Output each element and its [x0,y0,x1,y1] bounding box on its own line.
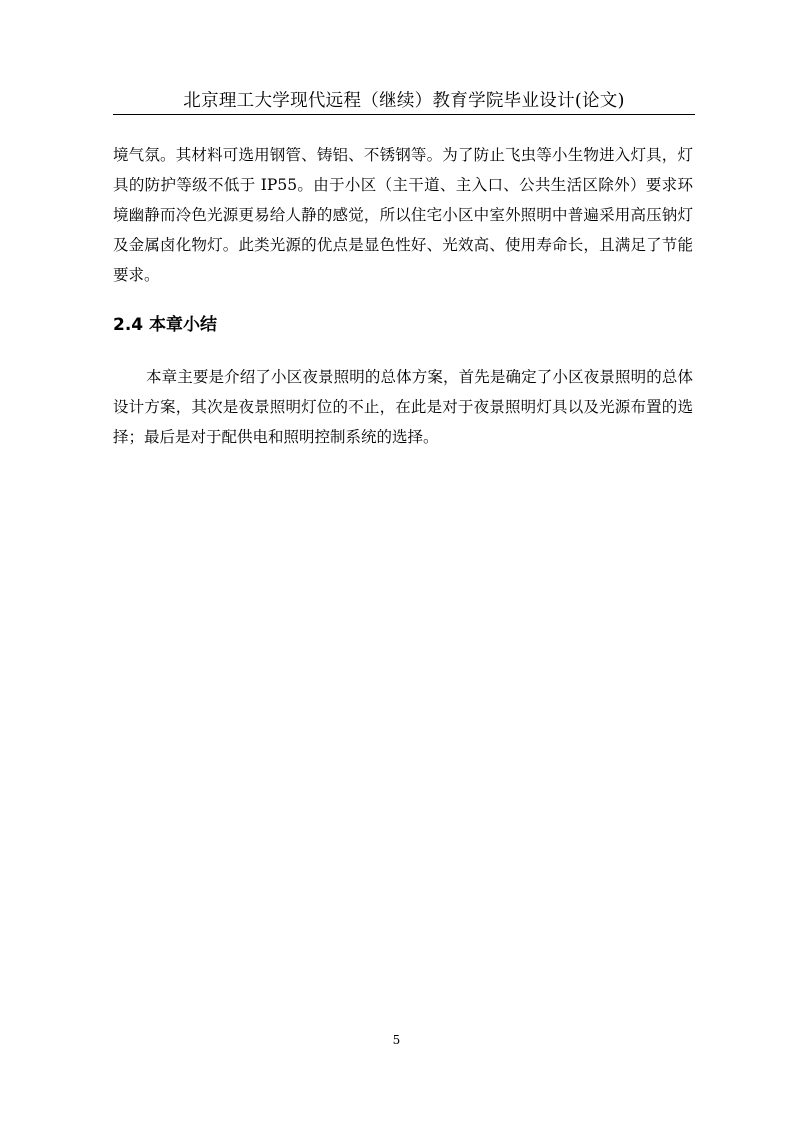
header-title: 北京理工大学现代远程（继续）教育学院毕业设计(论文) [183,91,625,111]
page-number: 5 [392,1033,401,1047]
section-heading: 2.4 本章小结 [113,315,218,335]
page-header [113,88,695,115]
body-paragraph: 境气氛。其材料可选用钢管、铸铝、不锈钢等。为了防止飞虫等小生物进入灯具，灯具的防护等级不低于 IP55。由于小区（主干道、主入口、公共生活区除外）要求环境幽静而冷色光源更易给人静的感觉，所以住宅小区中室外照明中普遍采用高压钠灯及金属卤化物灯。此类光源的优点是显色性好、光效高、使用寿命长，且满足了节能要求。 [113,146,693,284]
summary-paragraph: 本章主要是介绍了小区夜景照明的总体方案，首先是确定了小区夜景照明的总体设计方案，其次是夜景照明灯位的不止，在此是对于夜景照明灯具以及光源布置的选择；最后是对于配供电和照明控制系统的选择。 [113,368,693,446]
